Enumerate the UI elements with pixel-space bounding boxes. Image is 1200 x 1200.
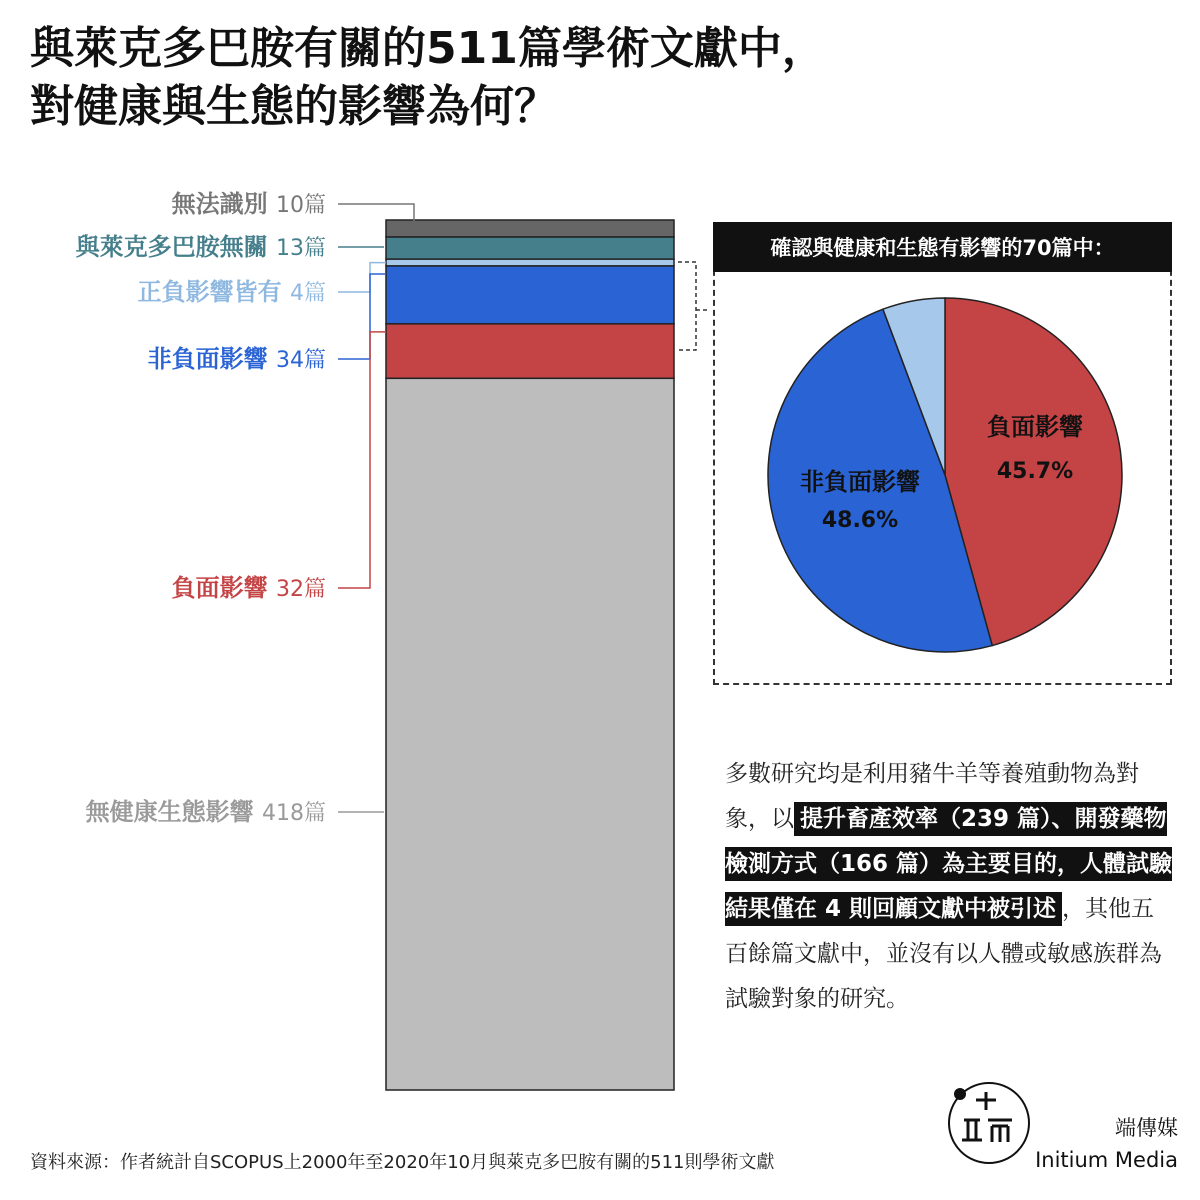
segment-label: 與萊克多巴胺無關 13篇 — [75, 233, 326, 261]
pie-slice-percent: 45.7% — [996, 459, 1074, 484]
explanatory-note — [725, 752, 1175, 1022]
initium-logo-icon — [946, 1080, 1032, 1166]
note-text-before: 多數研究均是利用豬牛羊等養殖動物為對象，以 — [725, 761, 1139, 832]
segment-label: 無健康生態影響 418篇 — [85, 798, 326, 826]
brand-name-en: Initium Media — [1035, 1148, 1178, 1172]
pie-slice-percent: 48.6% — [821, 508, 899, 533]
segment-label: 無法識別 10篇 — [171, 190, 326, 218]
source-note: 資料來源：作者統計自SCOPUS上2000年至2020年10月與萊克多巴胺有關的511則學術文獻 — [30, 1152, 775, 1173]
segment-label: 負面影響 32篇 — [171, 574, 326, 602]
pie-slice-label: 負面影響 — [987, 413, 1083, 441]
segment-label: 正負影響皆有 4篇 — [137, 278, 326, 306]
pie-title: 確認與健康和生態有影響的70篇中： — [713, 222, 1172, 272]
segment-label: 非負面影響 34篇 — [147, 345, 326, 373]
pie-slice-label: 非負面影響 — [800, 468, 920, 496]
note-text-after: ，其他五百餘篇文獻中，並沒有以人體或敏感族群為試驗對象的研究。 — [725, 896, 1162, 1012]
brand-name-zh: 端傳媒 — [1115, 1116, 1178, 1140]
title-line-1: 與萊克多巴胺有關的511篇學術文獻中， — [30, 23, 826, 74]
title-line-2: 對健康與生態的影響為何？ — [30, 81, 558, 132]
note-highlight: 提升畜產效率（239 篇）、開發藥物檢測方式（166 篇）為主要目的，人體試驗結果僅在 4 則回顧文獻中被引述 — [725, 802, 1172, 926]
